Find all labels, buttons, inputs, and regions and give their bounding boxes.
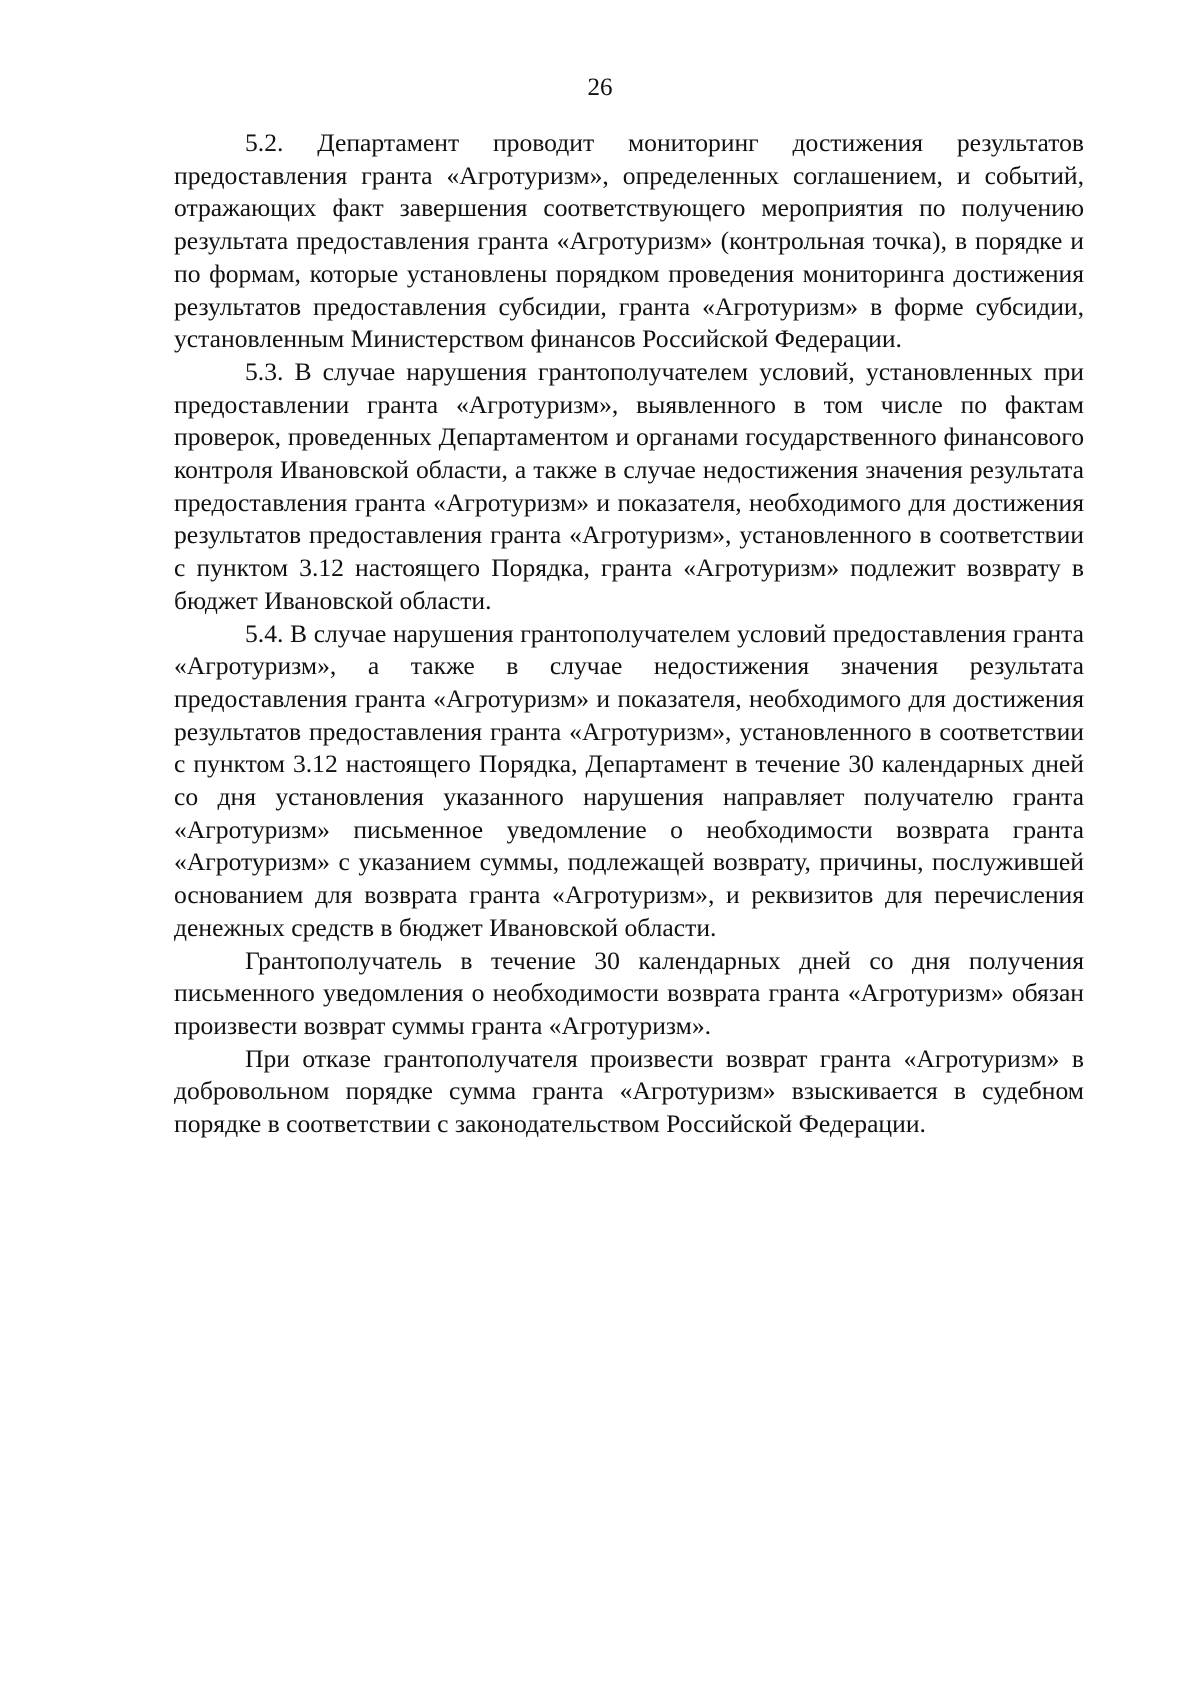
paragraph-5-3: 5.3. В случае нарушения грантополучателем условий, установленных при предоставлении гранта «Агротуризм», выявленного в том числе по фактам проверок, проведенных Департаментом и органами государственного финансового контроля Ивановской области, а также в случае недостижения значения результата предоставления гранта «Агротуризм» и показателя, необходимого для достижения результатов предоставления гранта «Агротуризм», установленного в соответствии с пунктом 3.12 настоящего Порядка, гранта «Агротуризм» подлежит возврату в бюджет Ивановской области. <box>174 356 1084 615</box>
document-body <box>174 127 1084 1141</box>
page-number: 26 <box>587 74 613 101</box>
paragraph-5-4: 5.4. В случае нарушения грантополучателем условий предоставления гранта «Агротуризм», а также в случае недостижения значения результата предоставления гранта «Агротуризм» и показателя, необходимого для достижения результатов предоставления гранта «Агротуризм», установленного в соответствии с пунктом 3.12 настоящего Порядка, Департамент в течение 30 календарных дней со дня установления указанного нарушения направляет получателю гранта «Агротуризм» письменное уведомление о необходимости возврата гранта «Агротуризм» с указанием суммы, подлежащей возврату, причины, послужившей основанием для возврата гранта «Агротуризм», и реквизитов для перечисления денежных средств в бюджет Ивановской области. <box>174 618 1084 942</box>
paragraph-judicial-recovery: При отказе грантополучателя произвести возврат гранта «Агротуризм» в добровольном порядке сумма гранта «Агротуризм» взыскивается в судебном порядке в соответствии с законодательством Российской Федерации. <box>174 1043 1084 1139</box>
paragraph-refund-obligation: Грантополучатель в течение 30 календарных дней со дня получения письменного уведомления о необходимости возврата гранта «Агротуризм» обязан произвести возврат суммы гранта «Агротуризм». <box>174 945 1084 1040</box>
paragraph-5-2: 5.2. Департамент проводит мониторинг достижения результатов предоставления гранта «Агротуризм», определенных соглашением, и событий, отражающих факт завершения соответствующего мероприятия по получению результата предоставления гранта «Агротуризм» (контрольная точка), в порядке и по формам, которые установлены порядком проведения мониторинга достижения результатов предоставления субсидии, гранта «Агротуризм» в форме субсидии, установленным Министерством финансов Российской Федерации. <box>174 128 1084 354</box>
